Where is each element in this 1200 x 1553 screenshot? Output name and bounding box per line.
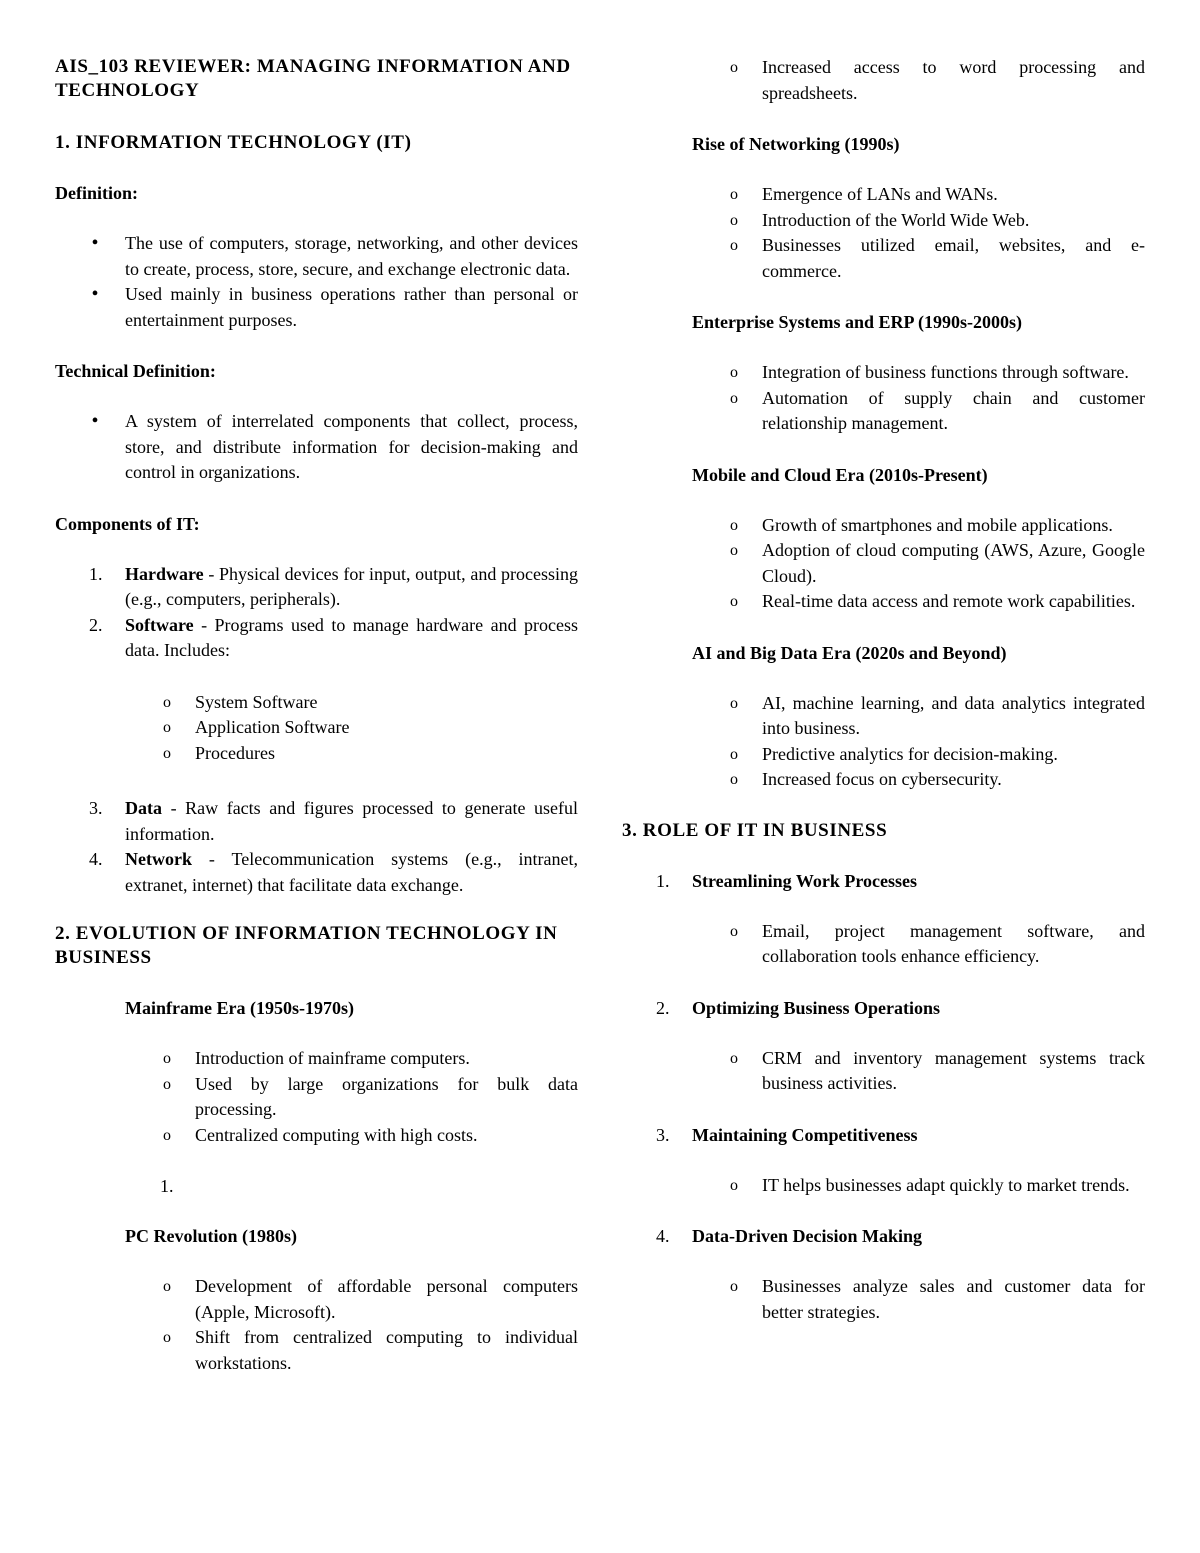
role-item: 1. Streamlining Work Processes: [656, 870, 917, 891]
sub-bullet-icon: o: [730, 364, 738, 381]
technical-definition-heading: Technical Definition:: [55, 361, 216, 381]
sub-bullet-icon: o: [163, 1050, 171, 1067]
list-item: 3. Data - Raw facts and figures processed to generate useful information.: [89, 798, 578, 844]
sub-bullet-icon: o: [163, 693, 171, 711]
list-item: o Real-time data access and remote work capabilities.: [622, 589, 1145, 615]
mainframe-era-heading: Mainframe Era (1950s-1970s): [125, 998, 354, 1018]
bullet-icon: •: [91, 410, 99, 432]
pc-revolution-list-continued: [622, 55, 1145, 106]
list-item: o Integration of business functions through software.: [622, 360, 1145, 386]
list-item: o Used by large organizations for bulk data processing.: [55, 1072, 578, 1123]
role-item: 2. Optimizing Business Operations: [656, 997, 941, 1018]
sub-bullet-icon: o: [730, 694, 738, 712]
role-2-list: [622, 1046, 1145, 1097]
sub-bullet-icon: o: [730, 1278, 738, 1295]
sub-bullet-icon: o: [730, 1049, 738, 1067]
stray-list-number: 1.: [160, 1176, 174, 1196]
document-title: AIS_103 REVIEWER: MANAGING INFORMATION AND TECHNOLOGY: [55, 56, 571, 101]
role-item: 3. Maintaining Competitiveness: [656, 1124, 918, 1145]
sub-bullet-icon: o: [163, 1126, 171, 1144]
list-item: o Email, project management software, and collaboration tools enhance efficiency.: [622, 919, 1145, 970]
components-list-continued: [55, 796, 578, 898]
role-item: 4. Data-Driven Decision Making: [656, 1226, 922, 1246]
mainframe-era-list: [55, 1046, 578, 1148]
sub-bullet-icon: o: [730, 389, 738, 407]
list-item: o Growth of smartphones and mobile applications.: [622, 513, 1145, 539]
list-item: o Automation of supply chain and customer relationship management.: [622, 386, 1145, 437]
list-item: o CRM and inventory management systems track business activities.: [622, 1046, 1145, 1097]
list-item: o IT helps businesses adapt quickly to market trends.: [622, 1173, 1145, 1199]
sub-bullet-icon: o: [730, 922, 738, 940]
sub-bullet-icon: o: [730, 59, 738, 76]
ai-big-data-list: [622, 691, 1145, 793]
list-item: • A system of interrelated components that collect, process, store, and distribute information for decision-making and control in organizations.: [55, 409, 578, 486]
sub-bullet-icon: o: [163, 1075, 171, 1093]
sub-bullet-icon: o: [730, 516, 738, 534]
list-item: o System Software: [125, 690, 578, 716]
pc-revolution-list: [55, 1274, 578, 1376]
section-1-heading: 1. INFORMATION TECHNOLOGY (IT): [55, 132, 412, 153]
sub-bullet-icon: o: [730, 745, 738, 763]
list-item: o Emergence of LANs and WANs.: [622, 182, 1145, 208]
sub-bullet-icon: o: [163, 1278, 171, 1295]
list-item: o Introduction of mainframe computers.: [55, 1046, 578, 1072]
list-item: 1. Hardware - Physical devices for input, output, and processing (e.g., computers, peripherals).: [89, 563, 578, 609]
list-item: 4. Network - Telecommunication systems (e.g., intranet, extranet, internet) that facilitate data exchange.: [89, 849, 578, 895]
sub-bullet-icon: o: [730, 542, 738, 559]
list-item: o Development of affordable personal computers (Apple, Microsoft).: [55, 1274, 578, 1325]
list-item: o Application Software: [125, 715, 578, 741]
section-3-heading: 3. ROLE OF IT IN BUSINESS: [622, 819, 888, 841]
role-4-list: [622, 1274, 1145, 1325]
definition-list: [55, 231, 578, 333]
right-column: [622, 55, 1145, 1351]
sub-bullet-icon: o: [730, 593, 738, 610]
list-item: o Shift from centralized computing to individual workstations.: [55, 1325, 578, 1376]
list-item: o AI, machine learning, and data analytics integrated into business.: [622, 691, 1145, 742]
bullet-icon: •: [91, 283, 99, 305]
list-item: • The use of computers, storage, networking, and other devices to create, process, store, secure, and exchange electronic data.: [55, 231, 578, 282]
sub-bullet-icon: o: [730, 237, 738, 254]
list-item: o Adoption of cloud computing (AWS, Azure, Google Cloud).: [622, 538, 1145, 589]
list-item: o Businesses utilized email, websites, and e-commerce.: [622, 233, 1145, 284]
sub-bullet-icon: o: [163, 719, 171, 736]
ai-big-data-heading: AI and Big Data Era (2020s and Beyond): [692, 642, 1007, 663]
networking-heading: Rise of Networking (1990s): [692, 134, 900, 154]
sub-bullet-icon: o: [730, 771, 738, 788]
role-1-list: [622, 919, 1145, 970]
sub-bullet-icon: o: [163, 744, 171, 762]
list-item: o Predictive analytics for decision-making.: [622, 742, 1145, 768]
sub-bullet-icon: o: [163, 1329, 171, 1346]
list-item: o Increased access to word processing and spreadsheets.: [622, 55, 1145, 106]
software-types-list: [125, 690, 578, 767]
definition-heading: Definition:: [55, 183, 138, 203]
list-item: o Centralized computing with high costs.: [55, 1123, 578, 1149]
section-2-heading: 2. EVOLUTION OF INFORMATION TECHNOLOGY IN BUSINESS: [55, 923, 558, 968]
list-item: o Introduction of the World Wide Web.: [622, 208, 1145, 234]
list-item: o Increased focus on cybersecurity.: [622, 767, 1145, 793]
mobile-cloud-list: [622, 513, 1145, 615]
erp-heading: Enterprise Systems and ERP (1990s-2000s): [692, 312, 1023, 332]
list-item: o Businesses analyze sales and customer data for better strategies.: [622, 1274, 1145, 1325]
networking-list: [622, 182, 1145, 284]
mobile-cloud-heading: Mobile and Cloud Era (2010s-Present): [692, 464, 988, 485]
components-list: [55, 562, 578, 664]
technical-definition-list: [55, 409, 578, 486]
bullet-icon: •: [91, 232, 99, 254]
pc-revolution-heading: PC Revolution (1980s): [125, 1226, 297, 1246]
list-item: • Used mainly in business operations rather than personal or entertainment purposes.: [55, 282, 578, 333]
sub-bullet-icon: o: [730, 186, 738, 203]
role-3-list: [622, 1173, 1145, 1199]
sub-bullet-icon: o: [730, 1176, 738, 1194]
left-column: [55, 55, 578, 1376]
erp-list: [622, 360, 1145, 437]
list-item: o Procedures: [125, 741, 578, 767]
components-heading: Components of IT:: [55, 513, 200, 534]
list-item: 2. Software - Programs used to manage hardware and process data. Includes:: [89, 614, 578, 660]
sub-bullet-icon: o: [730, 211, 738, 229]
